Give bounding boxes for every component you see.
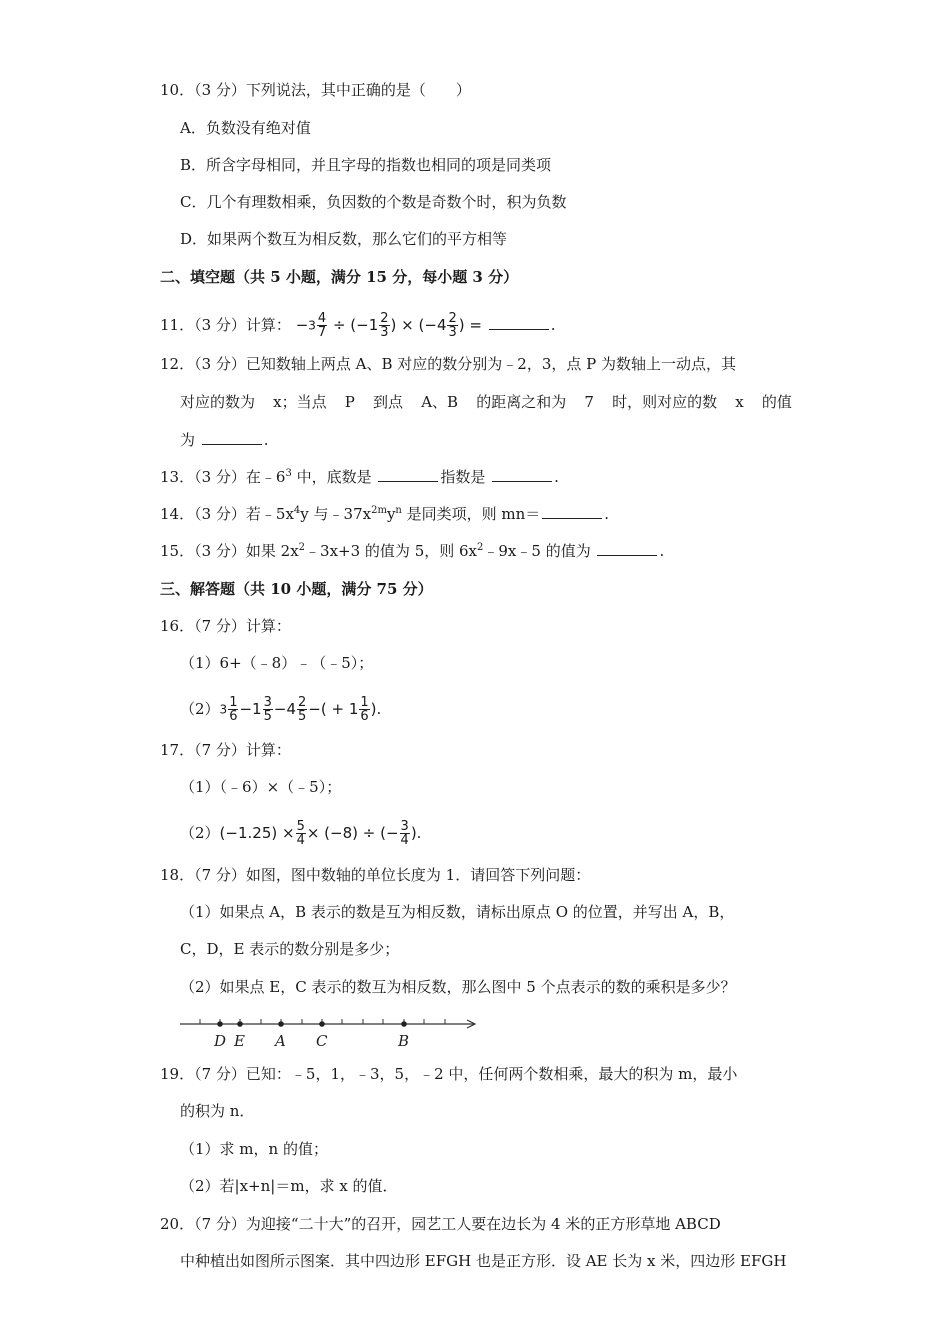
q16-stem: 16．（7 分）计算：: [160, 617, 291, 635]
q19-line1: 19．（7 分）已知：﹣5，1，﹣3，5，﹣2 中，任何两个数相乘，最大的积为 m，最小: [160, 1065, 738, 1083]
q12-answer-blank[interactable]: [202, 430, 262, 445]
q18-part1-line2: C，D，E 表示的数分别是多少；: [180, 940, 400, 958]
q19-line2: 的积为 n．: [180, 1102, 255, 1120]
section-3-heading: 三、解答题（共 10 小题，满分 75 分）: [160, 580, 433, 598]
q10-option-b: B．所含字母相同，并且字母的指数也相同的项是同类项: [180, 156, 552, 174]
q10-option-a: A．负数没有绝对值: [180, 119, 311, 137]
q13-exponent-blank[interactable]: [492, 467, 552, 482]
q12-line1: 12．（3 分）已知数轴上两点 A、B 对应的数分别为﹣2，3，点 P 为数轴上一动点，其: [160, 355, 737, 373]
q15: 15．（3 分）如果 $2x^2﹣3x+3$ 的值为 5，则 $6x^2﹣9x﹣5$ 的值为 .: [160, 542, 665, 560]
label-c: C: [316, 1032, 328, 1050]
label-e: E: [234, 1032, 245, 1050]
q17-part1: （1）（﹣6）×（﹣5）；: [180, 778, 342, 796]
q14-answer-blank[interactable]: [542, 504, 602, 519]
q11-prefix: 11．（3 分）计算：: [160, 316, 291, 334]
q19-part2: （2）若|x+n|＝m，求 x 的值．: [180, 1177, 398, 1195]
label-a: A: [275, 1032, 286, 1050]
point-c: [319, 1021, 325, 1027]
q10-stem: 10．（3 分）下列说法，其中正确的是（ ）: [160, 81, 471, 99]
label-d: D: [214, 1032, 227, 1050]
q17-stem: 17．（7 分）计算：: [160, 741, 291, 759]
number-line-figure: [176, 1012, 486, 1052]
q11-answer-blank[interactable]: [489, 315, 549, 330]
point-a: [278, 1021, 284, 1027]
q13-base-blank[interactable]: [378, 467, 438, 482]
point-e: [237, 1021, 243, 1027]
q20-line1: 20．（7 分）为迎接“二十大”的召开，园艺工人要在边长为 4 米的正方形草地 ABCD: [160, 1215, 721, 1233]
q12-line3: 为 .: [180, 431, 269, 449]
q12-line2: 对应的数为 x；当点 P 到点 A、B 的距离之和为 7 时，则对应的数 x 的值: [180, 393, 792, 411]
point-b: [401, 1021, 407, 1027]
q20-line2: 中种植出如图所示图案．其中四边形 EFGH 也是正方形．设 AE 长为 x 米，四边形 EFGH: [180, 1252, 787, 1270]
section-2-heading: 二、填空题（共 5 小题，满分 15 分，每小题 3 分）: [160, 268, 519, 286]
q10-option-d: D．如果两个数互为相反数，那么它们的平方相等: [180, 230, 508, 248]
q16-part1: （1）6+（﹣8）﹣（﹣5）；: [180, 654, 374, 672]
label-b: B: [398, 1032, 410, 1050]
q14: 14．（3 分）若$﹣5x^4y$ 与$﹣37x^{2m}y^n$ 是同类项，则 mn＝ .: [160, 505, 610, 523]
point-d: [217, 1021, 223, 1027]
q18-stem: 18．（7 分）如图，图中数轴的单位长度为 1．请回答下列问题：: [160, 866, 591, 884]
q18-part2: （2）如果点 E，C 表示的数互为相反数，那么图中 5 个点表示的数的乘积是多少？: [180, 978, 736, 996]
q11: 11．（3 分）计算： −3 $\frac{4}{7}$ ÷ (−1 $\frac{2}{3}$ ) × (−4 $\frac{2}{3}$ ) = .: [160, 311, 556, 340]
q16-part2: （2）3 $\frac{1}{6}$ −1 $\frac{3}{5}$ −4 $\frac{2}{5}$ −( + 1 $\frac{1}{6}$ ).: [180, 695, 382, 724]
q10-option-c: C．几个有理数相乘，负因数的个数是奇数个时，积为负数: [180, 193, 567, 211]
q11-expression: −3 $\frac{4}{7}$ ÷ (−1 $\frac{2}{3}$ ) × (−4 $\frac{2}{3}$ ) =: [295, 311, 487, 340]
q19-part1: （1）求 m，n 的值；: [180, 1140, 328, 1158]
q17-part2: （2）(−1.25) × $\frac{5}{4}$ × (−8) ÷ (− $\frac{3}{4}$ ).: [180, 819, 422, 848]
q15-answer-blank[interactable]: [597, 541, 657, 556]
q18-part1-line1: （1）如果点 A，B 表示的数是互为相反数，请标出原点 O 的位置，并写出 A，B，: [180, 903, 735, 921]
q13: 13．（3 分）在$﹣6^3$ 中，底数是 指数是 .: [160, 468, 559, 486]
